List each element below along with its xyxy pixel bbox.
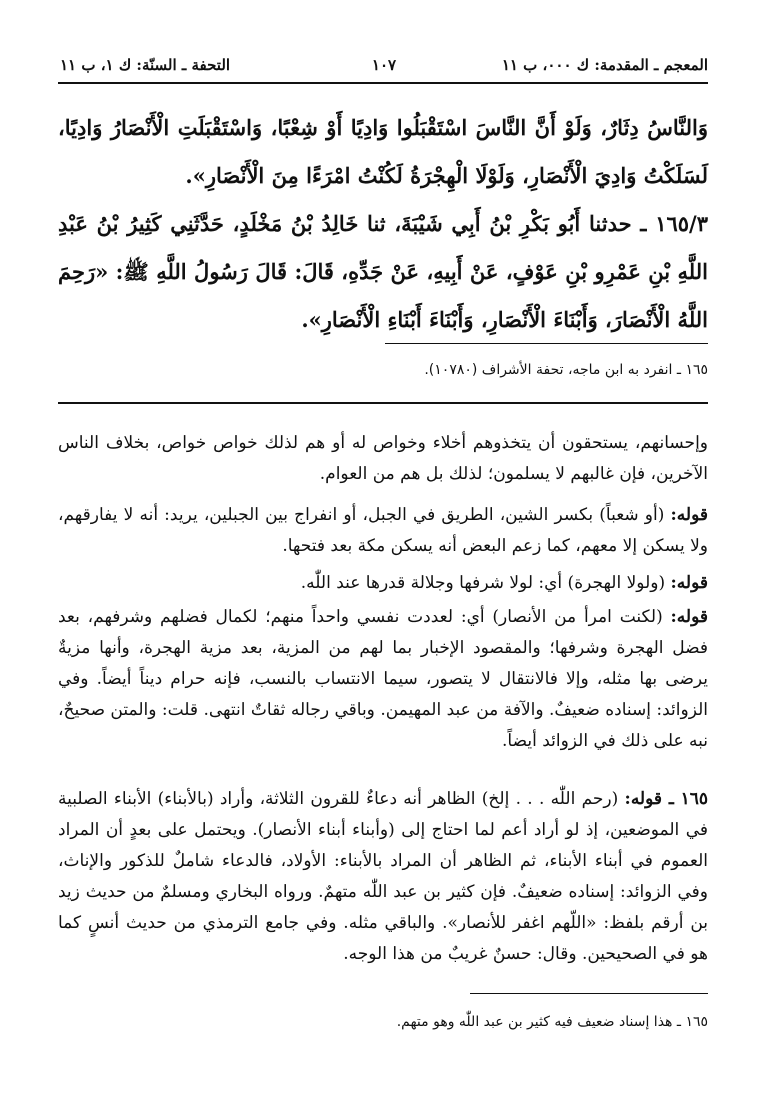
- commentary-text: (ولولا الهجرة) أي: لولا شرفها وجلالة قدرها عند اللّٰه.: [300, 573, 666, 593]
- footnote-separator: [385, 343, 708, 344]
- footnote-bottom: ١٦٥ ـ هذا إسناد ضعيف فيه كثير بن عبد اللّٰه وهو متهم.: [396, 1014, 708, 1030]
- hadith-continuation: وَالنَّاسُ دِثَارٌ، وَلَوْ أَنَّ النَّاسَ اسْتَقْبَلُوا وَادِيًا أَوْ شِعْبًا، وَاسْتَقْبَلَتِ الْأَنْصَارُ وَادِيًا، لَسَلَكْتُ وَادِيَ الْأَنْصَارِ، وَلَوْلَا الْهِجْرَةُ لَكُنْتُ امْرَءًا مِنَ الْأَنْصَارِ».: [58, 115, 708, 188]
- commentary-para-4: [58, 602, 708, 757]
- commentary-text: (رحم اللّٰه . . . إلخ) الظاهر أنه دعاءٌ للقرون الثلاثة، وأراد (بالأبناء) الأبناء الصلبية في الموضعين، إذ لو أراد أعم لما احتاج إلى (وأبناء أبناء الأنصار). ويحتمل على بعدٍ أن المراد العموم في أبناء الأبناء، ثم الظاهر أن المراد بالأبناء: الأولاد، فالدعاء شاملٌ للذكور والإناث، وفي الزوائد: إسناده ضعيفٌ. فإن كثير بن عبد اللّٰه متهمٌ. ورواه البخاري ومسلمٌ من حديث زيد بن أرقم بلفظ: «اللّهم اغفر للأنصار». والباقي مثله. وفي جامع الترمذي من حديث أنسٍ كما هو في الصحيحين. وقال: حسنٌ غريبٌ من هذا الوجه.: [58, 789, 708, 964]
- commentary-label: قوله:: [670, 573, 708, 593]
- commentary-label: قوله:: [670, 505, 709, 525]
- hadith-number: ١٦٥/٣: [655, 211, 709, 236]
- footnote-top: ١٦٥ ـ انفرد به ابن ماجه، تحفة الأشراف (١٠٧٨٠).: [424, 362, 708, 378]
- commentary-text: (لكنت امرأ من الأنصار) أي: لعددت نفسي واحداً منهم؛ لكمال فضلهم وشرفهم، بعد فضل الهجرة وشرفها؛ والمقصود الإخبار بما لهم من المزية، بعد مزية الهجرة، وأنها مزيةٌ يرضى بها مثله، وإلا فالانتقال لا يتصور، سيما الانتساب بالنسب، فإنه حرام ديناً أيضاً. وفي الزوائد: إسناده ضعيفٌ. والآفة من عبد المهيمن. وباقي رجاله ثقاتٌ انتهى. قلت: والمتن صحيحٌ، نبه على ذلك في الزوائد أيضاً.: [58, 607, 708, 751]
- header-left-reference: التحفة ـ السنّة: ك ١، ب ١١: [60, 56, 231, 74]
- running-header: [60, 52, 708, 80]
- bottom-footnote-separator: [470, 993, 708, 994]
- page-number: ١٠٧: [371, 56, 397, 74]
- header-rule: [58, 82, 708, 84]
- hadith-165: [58, 200, 708, 344]
- commentary-para-3: [58, 568, 708, 599]
- commentary-para-2: [58, 500, 708, 562]
- commentary-hadith-number: ١٦٥ ـ قوله:: [624, 789, 709, 809]
- commentary-text: (أو شعباً) بكسر الشين، الطريق في الجبل، أو انفراج بين الجبلين، يريد: أنه لا يفارقهم، ولا يسكن إلا معهم، كما زعم البعض أنه يسكن مكة بعد فتحها.: [58, 505, 708, 556]
- hadith-label: ـ حدثنا: [588, 211, 647, 236]
- hadith-text: أَبُو بَكْرِ بْنُ أَبِي شَيْبَةَ، ثنا خَالِدُ بْنُ مَخْلَدٍ، حَدَّثَنِي كَثِيرُ بْنُ عَبْدِ اللَّهِ بْنِ عَمْرِو بْنِ عَوْفٍ، عَنْ أَبِيهِ، عَنْ جَدِّهِ، قَالَ: قَالَ رَسُولُ اللَّهِ ﷺ: «رَحِمَ اللَّهُ الْأَنْصَارَ، وَأَبْنَاءَ الْأَنْصَارِ، وَأَبْنَاءَ أَبْنَاءِ الْأَنْصَارِ».: [58, 211, 708, 332]
- commentary-label: قوله:: [670, 607, 709, 627]
- header-right-reference: المعجم ـ المقدمة: ك ٠٠٠، ب ١١: [501, 56, 708, 74]
- commentary-para-5: [58, 784, 708, 970]
- commentary-para-1: وإحسانهم، يستحقون أن يتخذوهم أخلاء وخواص له أو هم لذلك خواص خواص، بخلاف الناس الآخرين، فإن غالبهم لا يسلمون؛ لذلك بل هم من العوام.: [58, 433, 708, 484]
- commentary-rule: [58, 402, 708, 404]
